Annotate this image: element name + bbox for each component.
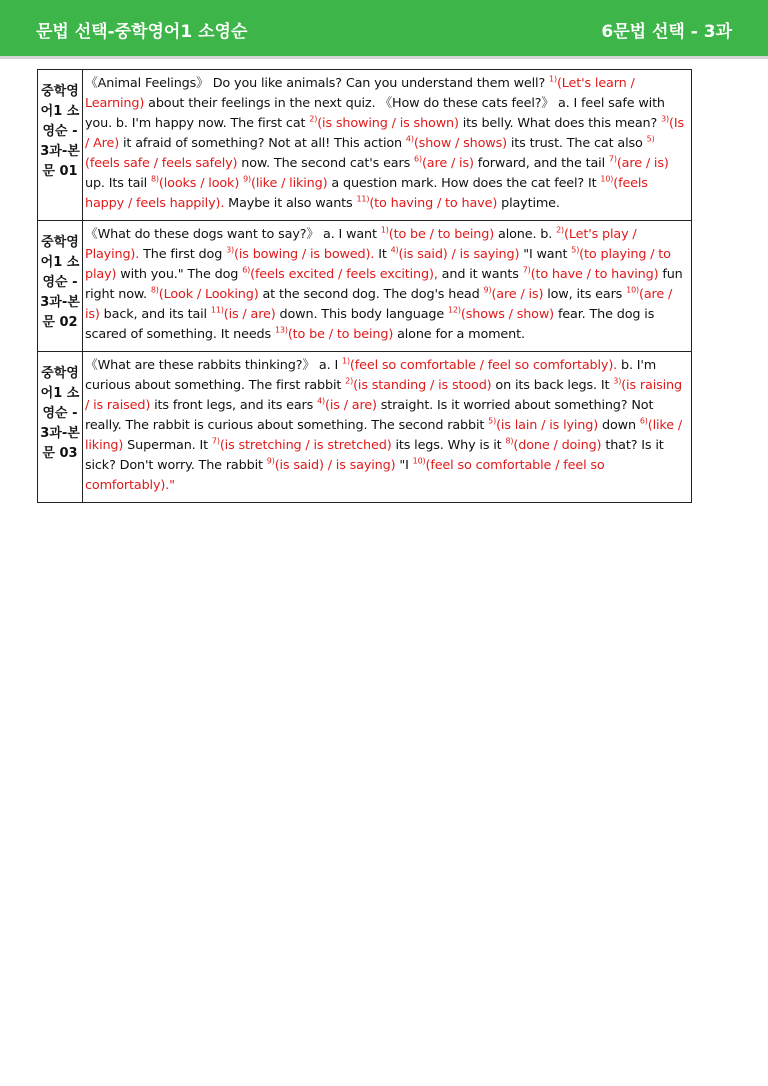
- header-title-left: 문법 선택-중학영어1 소영순: [36, 22, 248, 42]
- question-number: 6): [414, 154, 422, 164]
- question-number: 8): [505, 436, 514, 446]
- answer-choice: (are / is): [421, 156, 474, 171]
- row-label: 중학영어1 소영순 - 3과-본문 02: [38, 221, 83, 352]
- answer-choice: (is / are): [223, 307, 276, 322]
- question-number: 7): [608, 154, 617, 164]
- answer-choice: (are / is): [85, 287, 673, 322]
- passage-segment: The first dog: [139, 247, 227, 262]
- passage-segment: straight. Is it worried about something? Not really. The rabbit is curious about something. The second rabbit: [85, 398, 654, 433]
- question-table: [37, 69, 692, 503]
- passage-segment: 《What are these rabbits thinking?》 a. I: [85, 358, 342, 373]
- passage-segment: "I: [395, 458, 413, 473]
- passage-segment: alone for a moment.: [393, 327, 525, 342]
- question-number: 11): [356, 194, 370, 204]
- answer-choice: (is raising / is raised): [85, 378, 682, 413]
- row-label: 중학영어1 소영순 - 3과-본문 03: [38, 352, 83, 503]
- table-row: [38, 221, 692, 352]
- question-number: 4): [317, 396, 326, 406]
- passage-segment: that? Is it sick? Don't worry. The rabbit: [85, 438, 664, 473]
- question-number: 8): [150, 285, 159, 295]
- answer-choice: (show / shows): [413, 136, 507, 151]
- answer-choice: (is stretching / is stretched): [219, 438, 392, 453]
- passage-segment: b. I'm curious about something. The first rabbit: [85, 358, 657, 393]
- answer-choice: (to have / to having): [530, 267, 659, 282]
- passage-segment: its trust. The cat also: [506, 136, 647, 151]
- answer-choice: (is said) / is saying): [274, 458, 396, 473]
- question-number: 2): [345, 376, 354, 386]
- passage-segment: 《What do these dogs want to say?》 a. I want: [85, 227, 381, 242]
- passage-segment: low, its ears: [543, 287, 627, 302]
- answer-choice: (is standing / is stood): [353, 378, 492, 393]
- question-number: 3): [661, 114, 669, 124]
- question-number: 2): [556, 225, 565, 235]
- answer-choice: (Let's learn / Learning): [85, 76, 635, 111]
- passage-segment: fun right now.: [85, 267, 683, 302]
- question-number: 7): [211, 436, 220, 446]
- passage-segment: "I want: [519, 247, 572, 262]
- question-number: 12): [448, 305, 461, 315]
- question-number: 1): [380, 225, 389, 235]
- passage-segment: It: [374, 247, 391, 262]
- passage-segment: down: [598, 418, 640, 433]
- question-number: 8): [150, 174, 159, 184]
- question-number: 6): [639, 416, 648, 426]
- question-number: 9): [243, 174, 251, 184]
- passage-segment: fear. The dog is scared of something. It needs: [85, 307, 655, 342]
- answer-choice: (like / liking): [251, 176, 328, 191]
- answer-choice: (Let's play / Playing).: [85, 227, 637, 262]
- question-number: 9): [483, 285, 492, 295]
- passage-segment: its legs. Why is it: [391, 438, 506, 453]
- passage-text: [83, 70, 692, 221]
- answer-choice: (are / is): [616, 156, 669, 171]
- question-number: 7): [522, 265, 531, 275]
- answer-choice: (to be / to being): [388, 227, 495, 242]
- answer-choice: (is / are): [325, 398, 377, 413]
- question-number: 6): [242, 265, 251, 275]
- answer-choice: (feel so comfortable / feel so comfortably).": [85, 458, 605, 493]
- question-number: 4): [405, 134, 414, 144]
- question-number: 3): [613, 376, 622, 386]
- answer-choice: (is bowing / is bowed).: [234, 247, 375, 262]
- question-number: 10): [600, 174, 614, 184]
- page-header: [0, 0, 768, 56]
- question-number: 10): [626, 285, 639, 295]
- answer-choice: (Is / Are): [85, 116, 684, 151]
- header-title-right: 6문법 선택 - 3과: [601, 22, 732, 42]
- passage-text: [83, 221, 692, 352]
- passage-segment: with you." The dog: [116, 267, 243, 282]
- answer-choice: (is said) / is saying): [398, 247, 520, 262]
- question-number: 2): [309, 114, 318, 124]
- passage-segment: its belly. What does this mean?: [458, 116, 662, 131]
- passage-segment: and it wants: [437, 267, 523, 282]
- question-number: 5): [646, 134, 655, 144]
- question-number: 11): [210, 305, 224, 315]
- passage-segment: playtime.: [497, 196, 560, 211]
- passage-segment: a question mark. How does the cat feel? It: [327, 176, 601, 191]
- answer-choice: (feels excited / feels exciting),: [250, 267, 438, 282]
- answer-choice: (feels happy / feels happily).: [85, 176, 648, 211]
- answer-choice: (to playing / to play): [85, 247, 671, 282]
- question-number: 13): [274, 325, 288, 335]
- passage-segment: its front legs, and its ears: [150, 398, 318, 413]
- passage-segment: 《Animal Feelings》 Do you like animals? Can you understand them well?: [85, 76, 550, 91]
- answer-choice: (feels safe / feels safely): [85, 156, 238, 171]
- answer-choice: (is lain / is lying): [496, 418, 599, 433]
- answer-choice: (Look / Looking): [158, 287, 259, 302]
- table-row: [38, 352, 692, 503]
- question-number: 5): [488, 416, 497, 426]
- passage-segment: about their feelings in the next quiz. 《How do these cats feel?》 a. I feel safe with you. b. I'm happy now. The first cat: [85, 96, 665, 131]
- answer-choice: (looks / look): [158, 176, 240, 191]
- passage-segment: on its back legs. It: [491, 378, 614, 393]
- answer-choice: (to having / to have): [369, 196, 498, 211]
- passage-segment: at the second dog. The dog's head: [258, 287, 484, 302]
- row-label: 중학영어1 소영순 - 3과-본문 01: [38, 70, 83, 221]
- answer-choice: (are / is): [491, 287, 544, 302]
- answer-choice: (is showing / is shown): [317, 116, 459, 131]
- answer-choice: (shows / show): [460, 307, 555, 322]
- question-number: 4): [390, 245, 399, 255]
- header-divider: [0, 56, 768, 59]
- answer-choice: (feel so comfortable / feel so comfortably).: [349, 358, 618, 373]
- question-number: 3): [226, 245, 235, 255]
- question-number: 10): [412, 456, 426, 466]
- answer-choice: (like / liking): [85, 418, 683, 453]
- passage-text: [83, 352, 692, 503]
- passage-segment: back, and its tail: [99, 307, 211, 322]
- answer-choice: (to be / to being): [287, 327, 394, 342]
- passage-segment: alone. b.: [494, 227, 557, 242]
- passage-segment: Maybe it also wants: [224, 196, 357, 211]
- passage-segment: Superman. It: [123, 438, 212, 453]
- question-number: 1): [342, 356, 350, 366]
- question-number: 5): [571, 245, 580, 255]
- passage-segment: now. The second cat's ears: [237, 156, 415, 171]
- question-number: 1): [549, 74, 557, 84]
- table-row: [38, 70, 692, 221]
- passage-segment: forward, and the tail: [473, 156, 609, 171]
- passage-segment: down. This body language: [275, 307, 449, 322]
- passage-segment: it afraid of something? Not at all! This action: [119, 136, 406, 151]
- answer-choice: (done / doing): [513, 438, 602, 453]
- passage-segment: up. Its tail: [85, 176, 151, 191]
- question-number: 9): [266, 456, 275, 466]
